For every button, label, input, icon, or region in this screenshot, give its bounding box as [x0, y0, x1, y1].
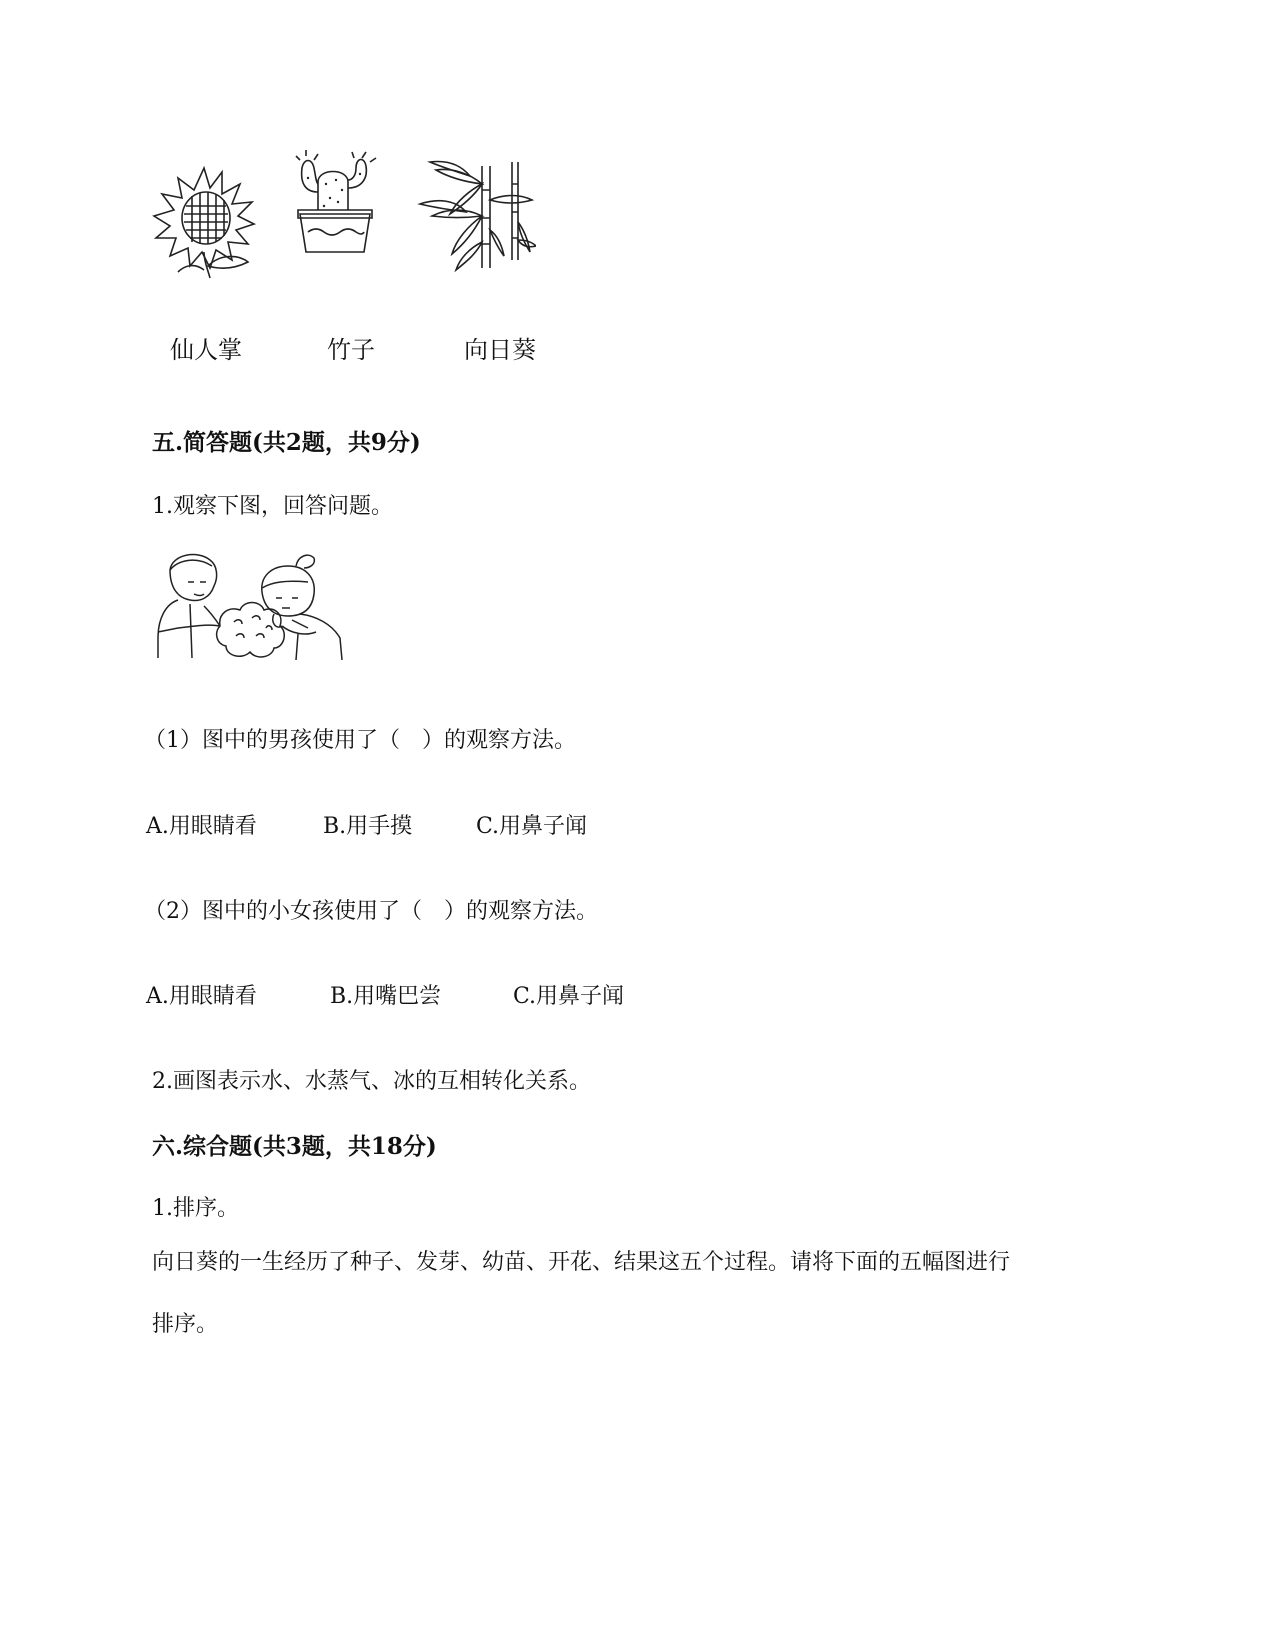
plant-label-bamboo: 竹子 [327, 336, 375, 364]
section-five-q1-sub1-question: （1）图中的男孩使用了（ ）的观察方法。 [144, 728, 576, 753]
plant-label-cactus: 仙人掌 [170, 336, 242, 364]
children-observing-illustration [156, 548, 352, 660]
section-five-q1-sub2-option-a: A.用眼睛看 [146, 984, 257, 1009]
plant-label-sunflower: 向日葵 [464, 336, 536, 364]
section-five-q1-sub1-option-a: A.用眼睛看 [146, 814, 257, 839]
section-five-q1-sub2-option-b: B.用嘴巴尝 [330, 984, 442, 1009]
section-five-q1-sub2-option-c: C.用鼻子闻 [513, 984, 625, 1009]
cactus-illustration [292, 148, 378, 260]
bamboo-illustration [410, 160, 536, 272]
section-five-q1-sub1-option-c: C.用鼻子闻 [476, 814, 588, 839]
sunflower-illustration [148, 158, 260, 280]
section-six-q1-line1: 向日葵的一生经历了种子、发芽、幼苗、开花、结果这五个过程。请将下面的五幅图进行 [152, 1250, 1011, 1275]
section-six-q1-prompt: 1.排序。 [152, 1196, 239, 1221]
section-five-q1-sub2-question: （2）图中的小女孩使用了（ ）的观察方法。 [144, 899, 598, 924]
section-five-q1-sub1-option-b: B.用手摸 [323, 814, 413, 839]
section-five-q1-prompt: 1.观察下图，回答问题。 [152, 494, 393, 519]
section-six-q1-line2: 排序。 [152, 1312, 219, 1337]
section-five-heading: 五.简答题(共2题，共9分) [152, 429, 421, 456]
section-five-q2-prompt: 2.画图表示水、水蒸气、冰的互相转化关系。 [152, 1069, 591, 1094]
section-six-heading: 六.综合题(共3题，共18分) [152, 1133, 437, 1160]
